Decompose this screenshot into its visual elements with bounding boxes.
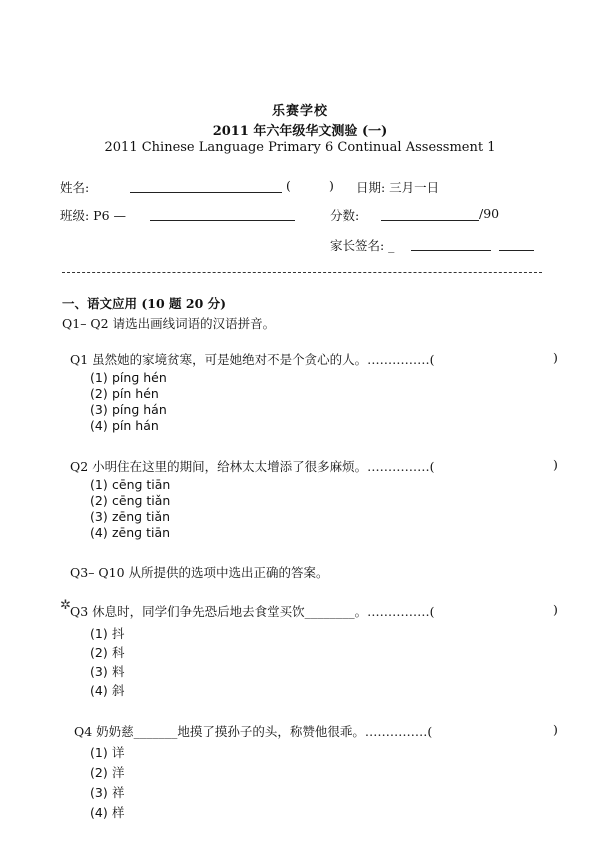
q2-paren-close: ): [553, 457, 558, 472]
class-line: [150, 220, 295, 221]
class-label: 班级: P6 —: [60, 208, 127, 223]
q4-option-1: (1) 详: [90, 745, 125, 760]
separator-line: [62, 272, 542, 273]
q3-paren-close: ): [553, 602, 558, 617]
q1-option-4: (4) pín hán: [90, 418, 159, 433]
q1-option-1: (1) pínɡ hén: [90, 370, 167, 385]
asterisk-mark-icon: ✲: [60, 598, 71, 613]
q1-text: Q1 虽然她的家境贫寒，可是她绝对不是个贪心的人。……………(: [70, 352, 435, 367]
q2-option-3: (3) zēnɡ tiǎn: [90, 509, 171, 524]
q2-option-2: (2) cēnɡ tiǎn: [90, 493, 171, 508]
score-label: 分数:: [330, 208, 360, 223]
q3-option-4: (4) 斜: [90, 683, 125, 698]
q4-text: Q4 奶奶慈_______地摸了摸孙子的头，称赞他很乖。……………(: [74, 724, 433, 739]
q4-paren-close: ): [553, 722, 558, 737]
name-label: 姓名:: [60, 180, 90, 195]
q4-option-3: (3) 祥: [90, 785, 125, 800]
q1-paren-close: ): [553, 350, 558, 365]
q1-option-2: (2) pín hén: [90, 386, 159, 401]
exam-title-chinese: 2011 年六年级华文测验 (一): [212, 124, 388, 139]
parent-sign-line-2: [499, 250, 534, 251]
section-2-instruction: Q3– Q10 从所提供的选项中选出正确的答案。: [70, 565, 329, 580]
q3-option-2: (2) 科: [90, 645, 125, 660]
exam-title-english: 2011 Chinese Language Primary 6 Continual Assessment 1: [104, 140, 496, 155]
parent-sign-line: [411, 250, 491, 251]
name-paren-open: (: [286, 178, 291, 193]
q2-text: Q2 小明住在这里的期间，给林太太增添了很多麻烦。……………(: [70, 459, 435, 474]
school-name: 乐赛学校: [271, 104, 328, 119]
q1-option-3: (3) pínɡ hán: [90, 402, 167, 417]
q3-text: Q3 休息时，同学们争先恐后地去食堂买饮________。……………(: [70, 604, 435, 619]
score-line: [381, 220, 479, 221]
q4-option-4: (4) 样: [90, 805, 125, 820]
q2-option-4: (4) zēnɡ tiān: [90, 525, 171, 540]
parent-sign-label: 家长签名: _: [330, 238, 395, 253]
name-line: [130, 192, 282, 193]
date-label: 日期: 三月一日: [356, 180, 440, 195]
section-1-instruction: Q1– Q2 请选出画线词语的汉语拼音。: [62, 316, 276, 331]
q3-option-3: (3) 料: [90, 664, 125, 679]
q2-option-1: (1) cēnɡ tiān: [90, 477, 171, 492]
q3-option-1: (1) 抖: [90, 626, 125, 641]
q4-option-2: (2) 洋: [90, 765, 125, 780]
section-1-title: 一、语文应用 (10 题 20 分): [62, 296, 227, 311]
score-total: /90: [479, 206, 500, 221]
name-paren-close: ): [329, 178, 334, 193]
